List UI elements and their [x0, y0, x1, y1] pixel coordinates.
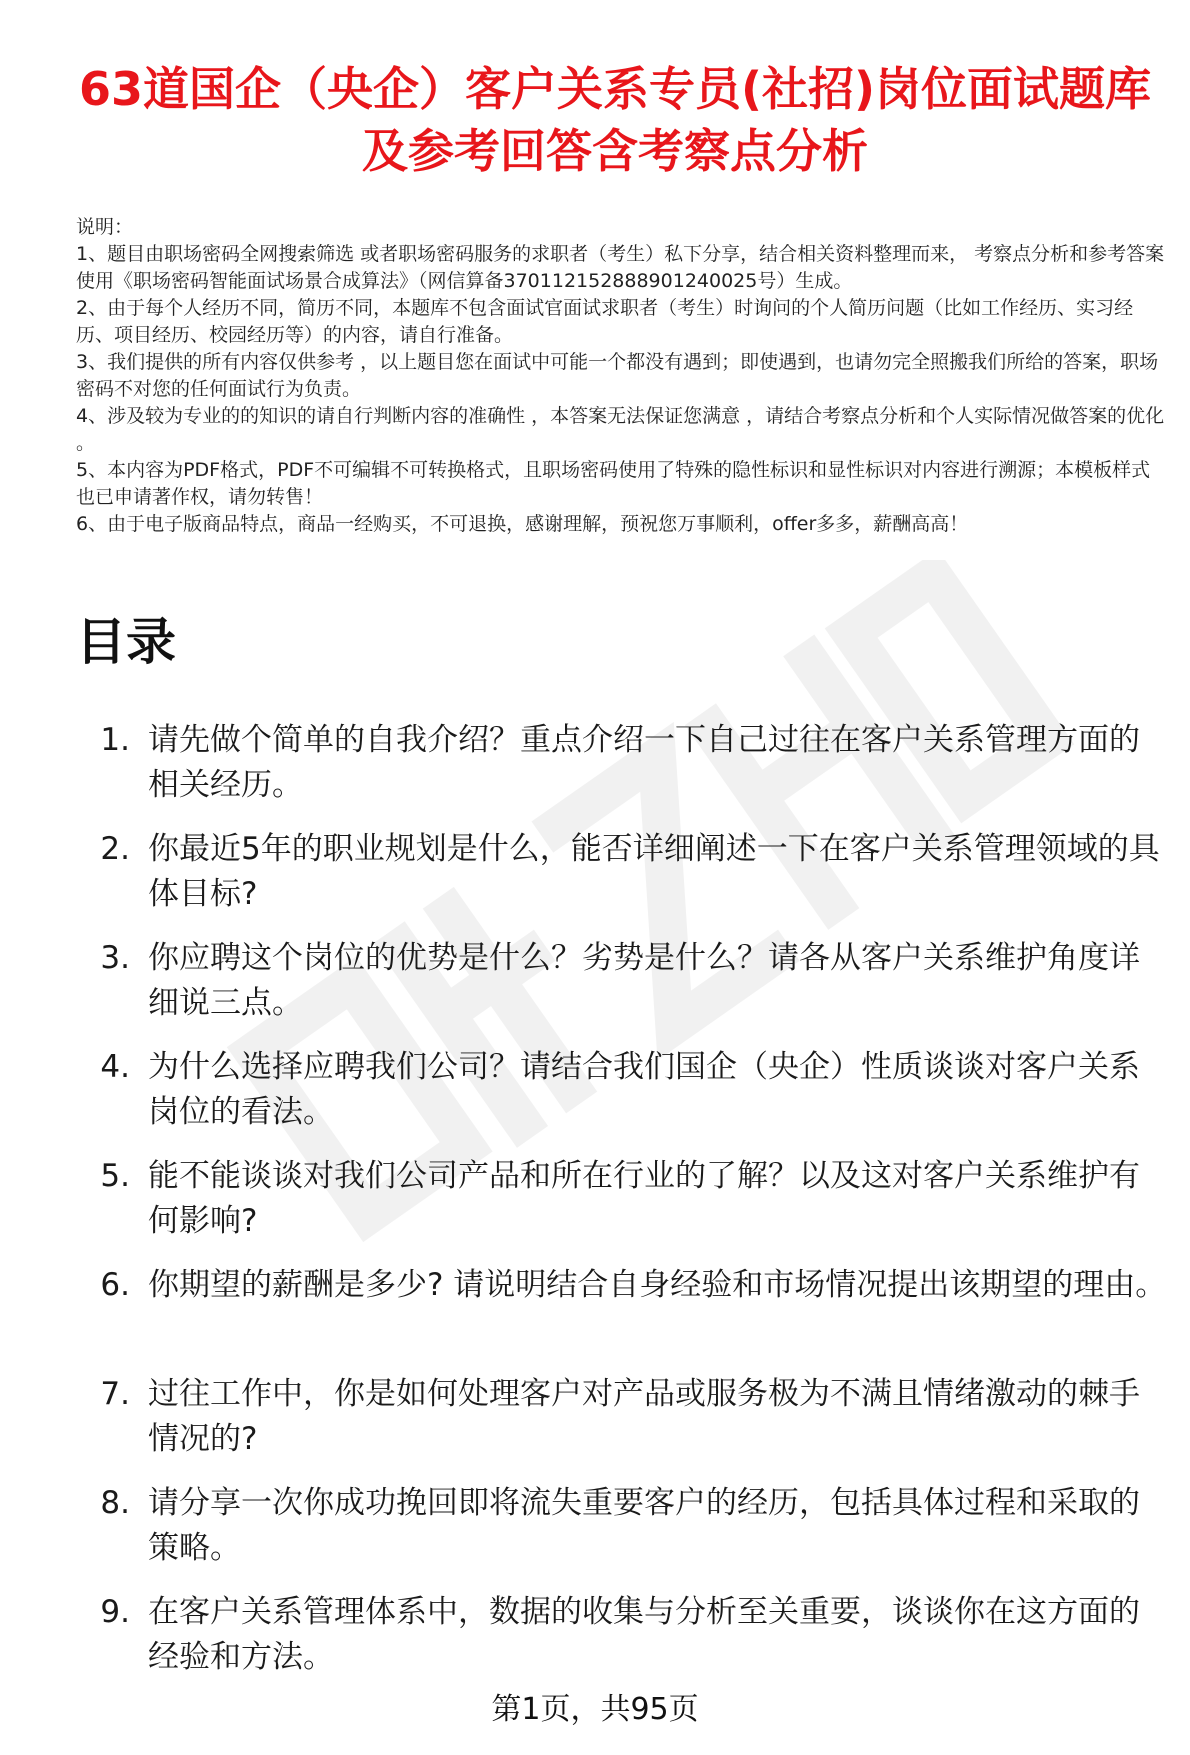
- toc-item-text: 能不能谈谈对我们公司产品和所在行业的了解？以及这对客户关系维护有何影响?: [148, 1158, 1140, 1239]
- toc-item[interactable]: [76, 718, 1170, 827]
- note-item: 3、我们提供的所有内容仅供参考 ，以上题目您在面试中可能一个都没有遇到；即使遇到，也请勿完全照搬我们所给的答案，职场密码不对您的任何面试行为负责。: [76, 351, 1159, 400]
- note-item: 1、题目由职场密码全网搜索筛选 或者职场密码服务的求职者（考生）私下分享，结合相关资料整理而来， 考察点分析和参考答案使用《职场密码智能面试场景合成算法》（网信算备370112152888901240025号）生成。: [76, 243, 1165, 292]
- toc-item-number: 8 .: [76, 1481, 130, 1590]
- toc-item[interactable]: [76, 1481, 1170, 1590]
- notes-section: [76, 214, 1166, 538]
- note-item: 4、涉及较为专业的的知识的请自行判断内容的准确性 ，本答案无法保证您满意 ，请结合考察点分析和个人实际情况做答案的优化 。: [76, 405, 1165, 454]
- note-item: 6、由于电子版商品特点，商品一经购买，不可退换，感谢理解，预祝您万事顺利，offer多多，薪酬高高！: [76, 513, 969, 535]
- toc-item[interactable]: [76, 936, 1170, 1045]
- toc-heading: 目录: [76, 613, 176, 671]
- toc-item-number: 2 .: [76, 827, 130, 936]
- toc-item-number: 3 .: [76, 936, 130, 1045]
- toc-item-text: 你应聘这个岗位的优势是什么？劣势是什么？请各从客户关系维护角度详细说三点。: [148, 940, 1140, 1021]
- notes-heading: 说明：: [76, 216, 134, 238]
- toc-item-number: 6 .: [76, 1263, 130, 1372]
- toc-item-number: 5 .: [76, 1154, 130, 1263]
- toc-item-number: 9 .: [76, 1590, 130, 1699]
- page-footer: 第1页，共95页: [491, 1692, 699, 1727]
- toc-item[interactable]: [76, 1263, 1170, 1372]
- toc-item[interactable]: [76, 1590, 1170, 1699]
- toc-item-text: 你最近5年的职业规划是什么，能否详细阐述一下在客户关系管理领域的具体目标?: [148, 831, 1160, 912]
- toc-item-text: 你期望的薪酬是多少? 请说明结合自身经验和市场情况提出该期望的理由。: [148, 1267, 1167, 1303]
- toc-item-number: 1 .: [76, 718, 130, 827]
- toc-item[interactable]: [76, 1154, 1170, 1263]
- toc-item-text: 在客户关系管理体系中，数据的收集与分析至关重要，谈谈你在这方面的经验和方法。: [148, 1594, 1140, 1675]
- toc-item-text: 请分享一次你成功挽回即将流失重要客户的经历，包括具体过程和采取的策略。: [148, 1485, 1140, 1566]
- toc-item-text: 为什么选择应聘我们公司？请结合我们国企（央企）性质谈谈对客户关系岗位的看法。: [148, 1049, 1140, 1130]
- toc-list: [76, 718, 1170, 1699]
- toc-item-text: 过往工作中，你是如何处理客户对产品或服务极为不满且情绪激动的棘手情况的?: [148, 1376, 1140, 1457]
- note-item: 5、本内容为PDF格式，PDF不可编辑不可转换格式，且职场密码使用了特殊的隐性标识和显性标识对内容进行溯源；本模板样式也已申请著作权，请勿转售！: [76, 459, 1151, 508]
- toc-item-number: 7 .: [76, 1372, 130, 1481]
- document-title: 63道国企（央企）客户关系专员(社招)岗位面试题库及参考回答含考察点分析: [78, 62, 1152, 178]
- toc-item[interactable]: [76, 827, 1170, 936]
- toc-item[interactable]: [76, 1045, 1170, 1154]
- note-item: 2、由于每个人经历不同，简历不同，本题库不包含面试官面试求职者（考生）时询问的个人简历问题（比如工作经历、实习经历、项目经历、校园经历等）的内容，请自行准备。: [76, 297, 1134, 346]
- toc-item-text: 请先做个简单的自我介绍？重点介绍一下自己过往在客户关系管理方面的相关经历。: [148, 722, 1140, 803]
- toc-item[interactable]: [76, 1372, 1170, 1481]
- toc-item-number: 4 .: [76, 1045, 130, 1154]
